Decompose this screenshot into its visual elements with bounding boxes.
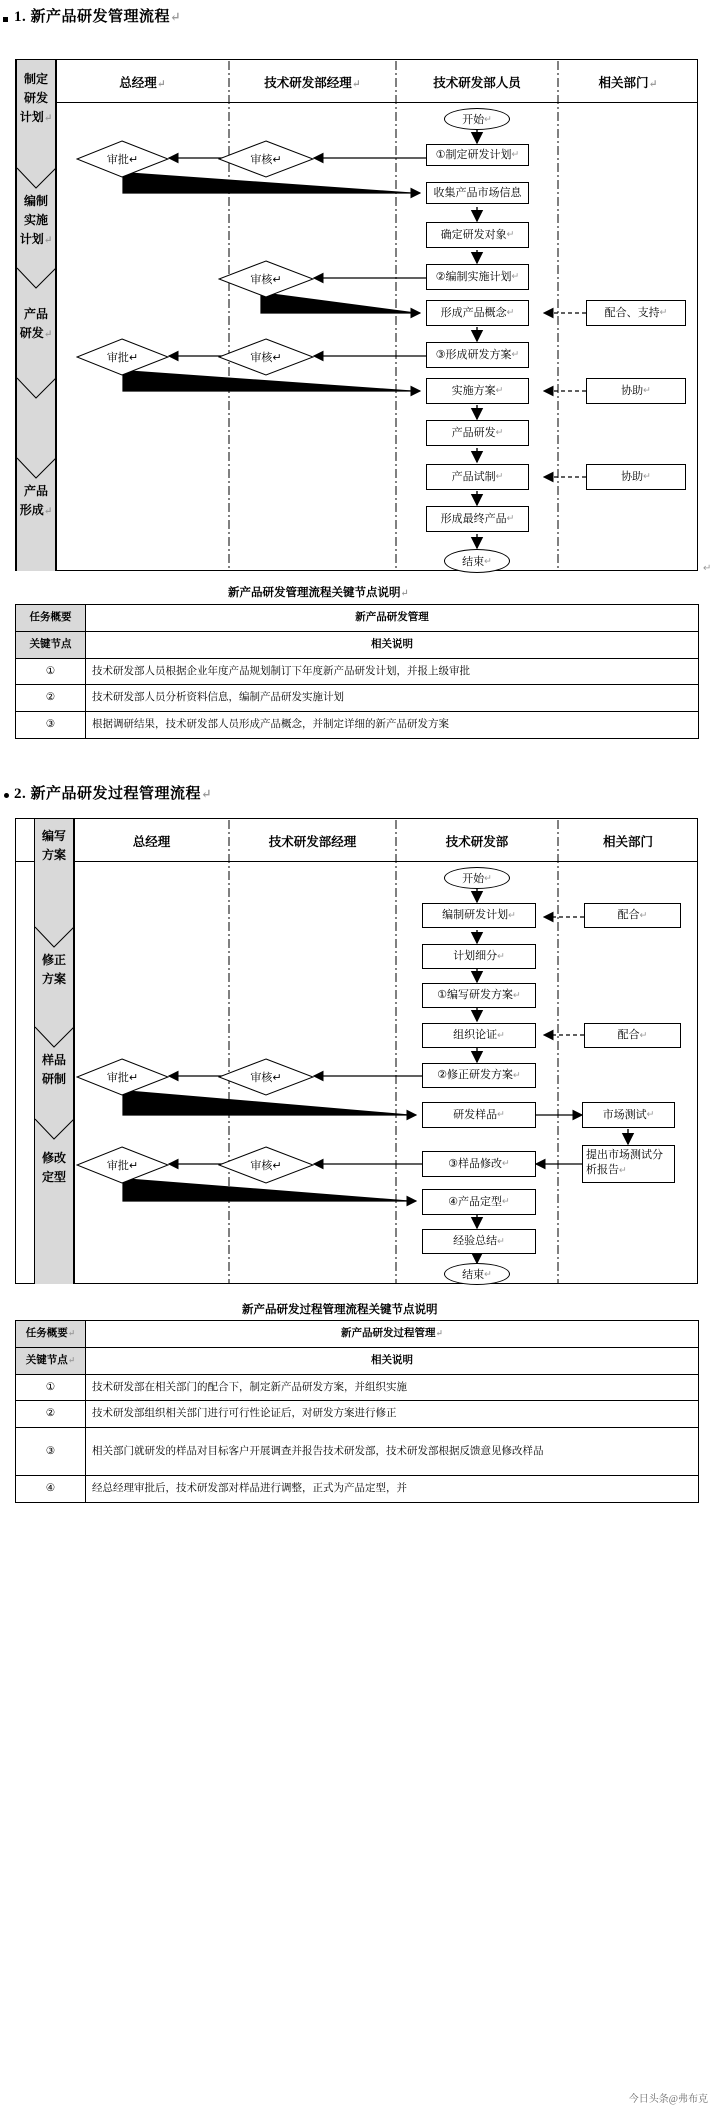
flowchart2-col-header-2: 技术研发部 bbox=[445, 835, 509, 849]
section2-bullet bbox=[4, 793, 9, 798]
flowchart2-phase-2: 修正方案 bbox=[41, 953, 66, 986]
flowchart1-node-rd-scheme: ③形成研发方案 ↵ bbox=[426, 342, 529, 368]
flowchart1-node-implement: 实施方案 ↵ bbox=[426, 378, 529, 404]
table1-title: 新产品研发管理流程关键节点说明↵ bbox=[228, 587, 409, 599]
flowchart1-col-header-1: 技术研发部经理↵ bbox=[264, 76, 361, 90]
table-row bbox=[16, 1321, 699, 1348]
flowchart2-node-summary: 经验总结 ↵ bbox=[422, 1229, 536, 1254]
flowchart1-node-final-product: 形成最终产品 ↵ bbox=[426, 506, 529, 532]
flowchart2-node-finalize: ④产品定型 ↵ bbox=[422, 1189, 536, 1215]
flowchart1-node-review-2: 审核 ↵ bbox=[218, 260, 314, 298]
table1-row2-num: ③ bbox=[16, 712, 86, 739]
flowchart1-node-define-target: 确定研发对象 ↵ bbox=[426, 222, 529, 248]
flowchart2-node-review-2: 审核 ↵ bbox=[218, 1058, 314, 1096]
flowchart1-phase-2: 编制实施计划↵ bbox=[19, 194, 53, 246]
section2-heading: 2. 新产品研发过程管理流程↵ bbox=[14, 786, 213, 802]
table1-header-left: 任务概要 bbox=[16, 605, 86, 632]
table1-row2-desc: 根据调研结果，技术研发部人员形成产品概念，并制定详细的新产品研发方案 bbox=[86, 712, 699, 739]
table2-row2-desc: 相关部门就研发的样品对目标客户开展调查并报告技术研发部，技术研发部根据反馈意见修改样品 bbox=[86, 1428, 699, 1476]
table-row bbox=[16, 1401, 699, 1428]
section1-heading: 1. 新产品研发管理流程↵ bbox=[14, 9, 182, 25]
flowchart2-node-sample: 研发样品 ↵ bbox=[422, 1102, 536, 1128]
table2-title: 新产品研发过程管理流程关键节点说明 bbox=[242, 1304, 438, 1316]
table-row bbox=[16, 1374, 699, 1401]
table1-row1-desc: 技术研发部人员分析资料信息，编制产品研发实施计划 bbox=[86, 685, 699, 712]
paragraph-mark-1: ↵ bbox=[703, 563, 712, 574]
flowchart1-node-support-1: 配合、支持 ↵ bbox=[586, 300, 686, 326]
flowchart2-node-plan-split: 计划细分 ↵ bbox=[422, 944, 536, 969]
flowchart1-phase-3: 产品研发↵ bbox=[19, 307, 53, 340]
flowchart1-node-approve-1: 审批 ↵ bbox=[76, 140, 169, 178]
table1-row0-num: ① bbox=[16, 658, 86, 685]
flowchart2-node-approve-3: 审批 ↵ bbox=[76, 1146, 169, 1184]
table-row bbox=[16, 658, 699, 685]
flowchart-new-product-rd-process-management bbox=[15, 818, 698, 1284]
flowchart2-node-revise-scheme: ②修正研发方案 ↵ bbox=[422, 1063, 536, 1088]
table2-row1-desc: 技术研发部组织相关部门进行可行性论证后，对研发方案进行修正 bbox=[86, 1401, 699, 1428]
table-row bbox=[16, 685, 699, 712]
table-row bbox=[16, 1476, 699, 1503]
flowchart2-node-market-report: 提出市场测试分析报告↵ bbox=[582, 1145, 675, 1183]
flowchart2-node-cooperate-1: 配合 ↵ bbox=[584, 903, 681, 928]
flowchart1-node-end: 结束 ↵ bbox=[444, 549, 510, 573]
flowchart1-node-trial: 产品试制 ↵ bbox=[426, 464, 529, 490]
flowchart1-node-start: 开始 ↵ bbox=[444, 108, 510, 130]
table2-subheader-left: 关键节点↵ bbox=[16, 1347, 86, 1374]
watermark: 今日头条@弗布克 bbox=[628, 2094, 708, 2105]
flowchart1-node-review-3: 审核 ↵ bbox=[218, 338, 314, 376]
flowchart2-node-write-scheme: ①编写研发方案 ↵ bbox=[422, 983, 536, 1008]
flowchart2-node-approve-2: 审批 ↵ bbox=[76, 1058, 169, 1096]
flowchart1-node-assist-1: 协助 ↵ bbox=[586, 378, 686, 404]
table-row bbox=[16, 1347, 699, 1374]
table-row bbox=[16, 605, 699, 632]
table-key-nodes-2 bbox=[15, 1320, 699, 1503]
flowchart2-node-organize-review: 组织论证 ↵ bbox=[422, 1023, 536, 1048]
flowchart2-node-sample-modify: ③样品修改 ↵ bbox=[422, 1151, 536, 1177]
flowchart2-node-plan: 编制研发计划 ↵ bbox=[422, 903, 536, 928]
table1-row0-desc: 技术研发部人员根据企业年度产品规划制订下年度新产品研发计划，并报上级审批 bbox=[86, 658, 699, 685]
flowchart1-node-approve-3: 审批 ↵ bbox=[76, 338, 169, 376]
flowchart2-connectors bbox=[16, 819, 699, 1284]
flowchart1-node-product-concept: 形成产品概念 ↵ bbox=[426, 300, 529, 326]
table2-row1-num: ② bbox=[16, 1401, 86, 1428]
table-row bbox=[16, 1428, 699, 1476]
table2-subheader-right: 相关说明 bbox=[86, 1347, 699, 1374]
flowchart1-phase-1: 制定研发计划↵ bbox=[19, 72, 53, 124]
table1-header-right: 新产品研发管理 bbox=[86, 605, 699, 632]
table1-subheader-left: 关键节点 bbox=[16, 631, 86, 658]
flowchart1-col-header-2: 技术研发部人员 bbox=[433, 76, 521, 90]
flowchart2-node-end: 结束 ↵ bbox=[444, 1263, 510, 1285]
table1-row1-num: ② bbox=[16, 685, 86, 712]
table-row bbox=[16, 712, 699, 739]
flowchart2-node-review-3: 审核 ↵ bbox=[218, 1146, 314, 1184]
section1-bullet bbox=[3, 17, 8, 22]
table2-row0-num: ① bbox=[16, 1374, 86, 1401]
flowchart1-node-assist-2: 协助 ↵ bbox=[586, 464, 686, 490]
flowchart1-node-collect-info: 收集产品市场信息 bbox=[426, 182, 529, 204]
flowchart1-node-impl-plan: ②编制实施计划 ↵ bbox=[426, 264, 529, 290]
flowchart2-phase-4: 修改定型 bbox=[41, 1151, 66, 1184]
table2-row0-desc: 技术研发部在相关部门的配合下，制定新产品研发方案，并组织实施 bbox=[86, 1374, 699, 1401]
table2-row2-num: ③ bbox=[16, 1428, 86, 1476]
flowchart1-node-plan: ①制定研发计划 ↵ bbox=[426, 144, 529, 166]
flowchart2-col-header-1: 技术研发部经理 bbox=[268, 835, 357, 849]
flowchart2-col-header-0: 总经理 bbox=[132, 835, 171, 849]
table2-row3-num: ④ bbox=[16, 1476, 86, 1503]
table-row bbox=[16, 631, 699, 658]
flowchart1-phase-4: 产品形成↵ bbox=[19, 484, 53, 517]
table-key-nodes-1 bbox=[15, 604, 699, 739]
flowchart1-col-header-3: 相关部门↵ bbox=[598, 76, 658, 90]
flowchart-new-product-rd-management bbox=[15, 59, 698, 571]
flowchart2-phase-3: 样品研制 bbox=[41, 1053, 66, 1086]
flowchart2-col-header-3: 相关部门 bbox=[602, 835, 653, 849]
flowchart1-node-develop: 产品研发 ↵ bbox=[426, 420, 529, 446]
table2-row3-desc: 经总经理审批后，技术研发部对样品进行调整，正式为产品定型，并 bbox=[86, 1476, 699, 1503]
flowchart1-col-header-0: 总经理↵ bbox=[119, 76, 166, 90]
flowchart2-node-start: 开始 ↵ bbox=[444, 867, 510, 889]
flowchart2-phase-1: 编写方案 bbox=[41, 829, 66, 862]
flowchart2-node-cooperate-2: 配合 ↵ bbox=[584, 1023, 681, 1048]
table1-subheader-right: 相关说明 bbox=[86, 631, 699, 658]
table2-header-left: 任务概要↵ bbox=[16, 1321, 86, 1348]
flowchart2-node-market-test: 市场测试 ↵ bbox=[582, 1102, 675, 1128]
table2-header-right: 新产品研发过程管理↵ bbox=[86, 1321, 699, 1348]
flowchart1-node-review-1: 审核 ↵ bbox=[218, 140, 314, 178]
